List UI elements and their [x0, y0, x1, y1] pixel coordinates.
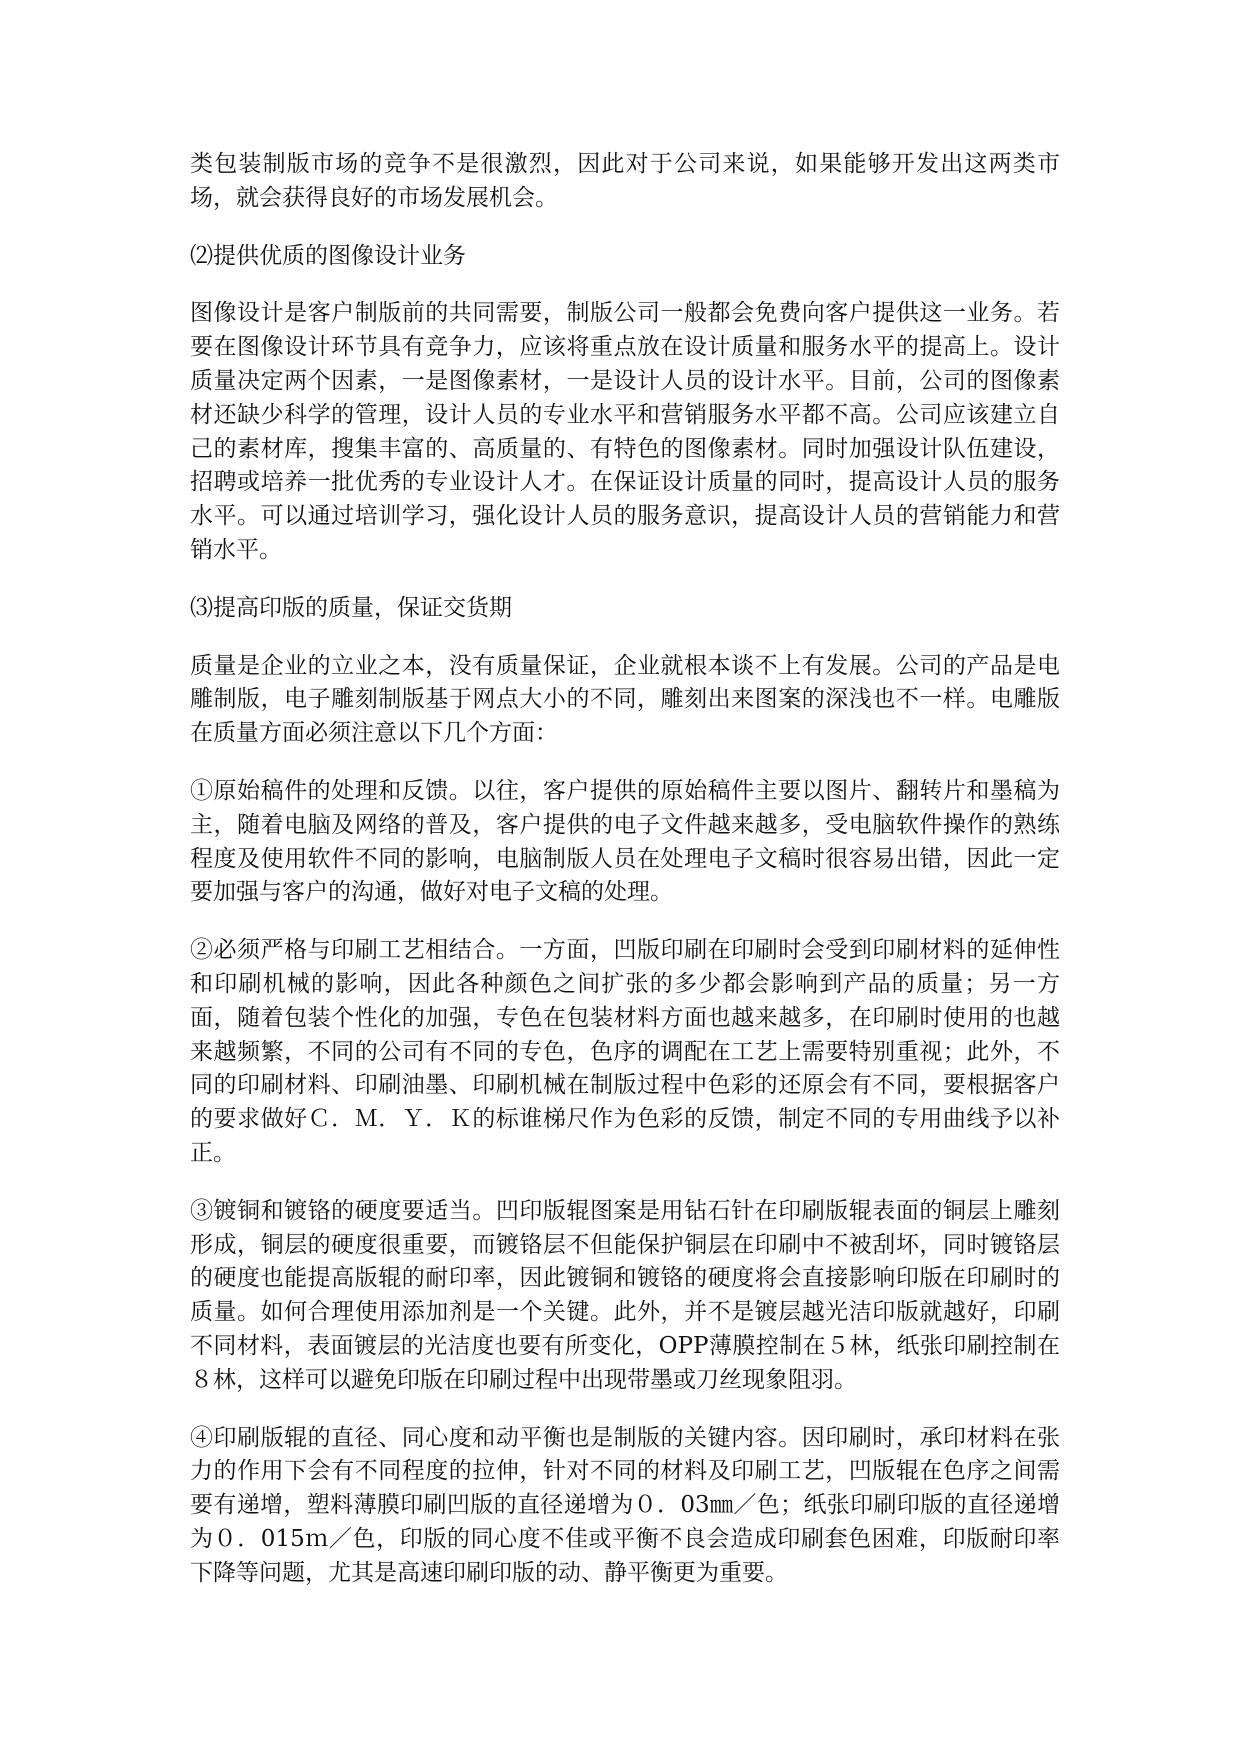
- paragraph-point-1: ①原始稿件的处理和反馈。以往，客户提供的原始稿件主要以图片、翻转片和墨稿为主，随着电脑及网络的普及，客户提供的电子文件越来越多，受电脑软件操作的熟练程度及使用软件不同的影响，电脑制版人员在处理电子文稿时很容易出错，因此一定要加强与客户的沟通，做好对电子文稿的处理。: [190, 777, 1060, 906]
- heading-image-design: ⑵提供优质的图像设计业务: [190, 242, 466, 269]
- paragraph-point-2: ②必须严格与印刷工艺相结合。一方面，凹版印刷在印刷时会受到印刷材料的延伸性和印刷机械的影响，因此各种颜色之间扩张的多少都会影响到产品的质量；另一方面，随着包装个性化的加强，专色在包装材料方面也越来越多，在印刷时使用的也越来越频繁，不同的公司有不同的专色，色序的调配在工艺上需要特别重视；此外，不同的印刷材料、印刷油墨、印刷机械在制版过程中色彩的还原会有不同，要根据客户的要求做好Ｃ．Ｍ．Ｙ．Ｋ的标谁梯尺作为色彩的反馈，制定不同的专用曲线予以补正。: [190, 937, 1060, 1166]
- paragraph-image-design: 图像设计是客户制版前的共同需要，制版公司一般都会免费向客户提供这一业务。若要在图像设计环节具有竞争力，应该将重点放在设计质量和服务水平的提高上。设计质量决定两个因素，一是图像素材，一是设计人员的设计水平。目前，公司的图像素材还缺少科学的管理，设计人员的专业水平和营销服务水平都不高。公司应该建立自己的素材库，搜集丰富的、高质量的、有特色的图像素材。同时加强设计队伍建设，招聘或培养一批优秀的专业设计人才。在保证设计质量的同时，提高设计人员的服务水平。可以通过培训学习，强化设计人员的服务意识，提高设计人员的营销能力和营销水平。: [190, 300, 1060, 563]
- paragraph-quality-intro: 质量是企业的立业之本，没有质量保证，企业就根本谈不上有发展。公司的产品是电雕制版，电子雕刻制版基于网点大小的不同，雕刻出来图案的深浅也不一样。电雕版在质量方面必须注意以下几个方面：: [190, 652, 1060, 747]
- paragraph-point-4: ④印刷版辊的直径、同心度和动平衡也是制版的关键内容。因印刷时，承印材料在张力的作用下会有不同程度的拉伸，针对不同的材料及印刷工艺，凹版辊在色序之间需要有递增，塑料薄膜印刷凹版的直径递增为０．03㎜／色；纸张印刷印版的直径递增为０．015ｍ／色，印版的同心度不佳或平衡不良会造成印刷套色困难，印版耐印率下降等问题，尤其是高速印刷印版的动、静平衡更为重要。: [190, 1424, 1060, 1586]
- heading-plate-quality: ⑶提高印版的质量，保证交货期: [190, 594, 512, 621]
- document-page: [190, 148, 1060, 1614]
- paragraph-point-3: ③镀铜和镀铬的硬度要适当。凹印版辊图案是用钻石针在印刷版辊表面的铜层上雕刻形成，铜层的硬度很重要，而镀铬层不但能保护铜层在印刷中不被刮坏，同时镀铬层的硬度也能提高版辊的耐印率，因此镀铜和镀铬的硬度将会直接影响印版在印刷时的质量。如何合理使用添加剂是一个关键。此外，并不是镀层越光洁印版就越好，印刷不同材料，表面镀层的光洁度也要有所变化，OPP薄膜控制在５林，纸张印刷控制在８林，这样可以避免印版在印刷过程中出现带墨或刀丝现象阻羽。: [190, 1197, 1060, 1393]
- paragraph-market-intro: 类包装制版市场的竞争不是很激烈，因此对于公司来说，如果能够开发出这两类市场，就会获得良好的市场发展机会。: [190, 151, 1060, 211]
